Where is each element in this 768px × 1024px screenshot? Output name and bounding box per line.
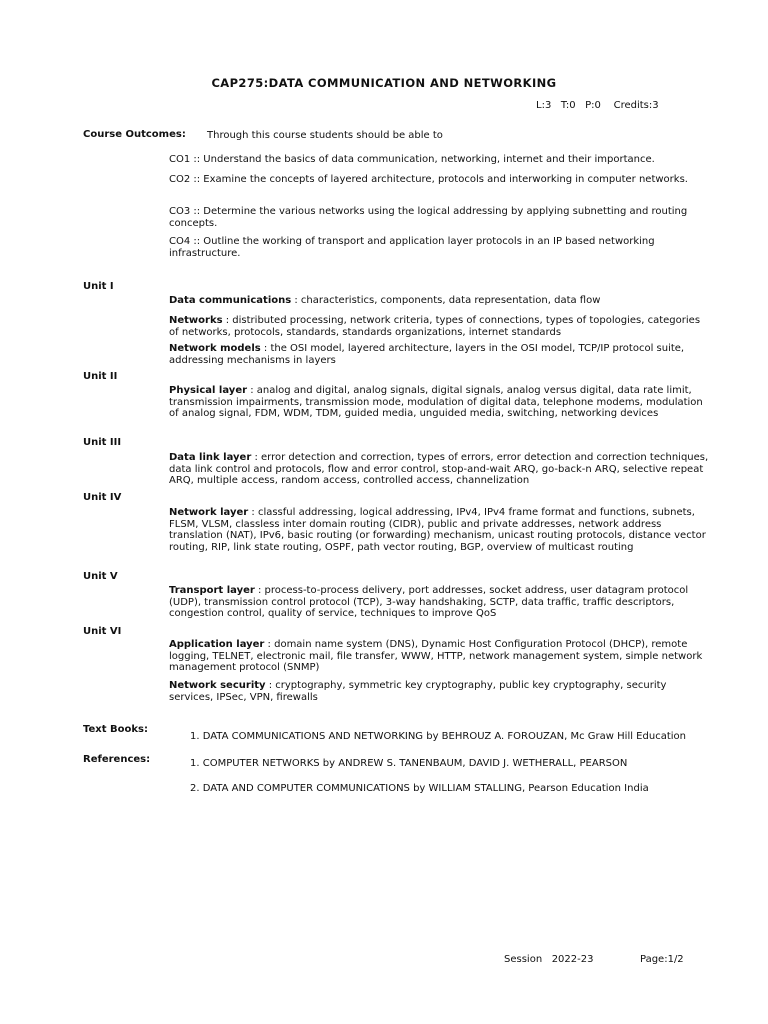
unit-label: Unit II	[83, 371, 118, 382]
page-number: Page:1/2	[640, 954, 684, 965]
topic-body: : classful addressing, logical addressing, IPv4, IPv4 frame format and functions, subnets, FLSM, VLSM, classless inter domain routing (CIDR), public and private addresses, network address translation (NAT), IPv6, basic routing (or forwarding) mechanism, unicast routing protocols, distance vector routing, RIP, link state routing, OSPF, path vector routing, BGP, overview of multicast routing	[169, 507, 706, 553]
reference-item: 1. COMPUTER NETWORKS by ANDREW S. TANENBAUM, DAVID J. WETHERALL, PEARSON	[190, 758, 628, 769]
course-outcome-item: CO2 :: Examine the concepts of layered architecture, protocols and interworking in computer networks.	[169, 174, 688, 185]
topic-heading: Data link layer	[169, 452, 252, 463]
unit-topic	[169, 452, 709, 487]
unit-label: Unit I	[83, 281, 114, 292]
unit-topic	[169, 507, 709, 553]
topic-heading: Application layer	[169, 639, 265, 650]
course-outcome-item: CO1 :: Understand the basics of data communication, networking, internet and their importance.	[169, 154, 655, 165]
unit-topic	[169, 343, 709, 366]
topic-body: : distributed processing, network criteria, types of connections, types of topologies, categories of networks, protocols, standards, standards organizations, internet standards	[169, 315, 701, 338]
session-label: Session 2022-23	[504, 954, 594, 965]
topic-heading: Physical layer	[169, 385, 248, 396]
unit-topic	[169, 315, 709, 338]
credits-line: L:3 T:0 P:0 Credits:3	[536, 100, 659, 111]
topic-heading: Networks	[169, 315, 223, 326]
course-outcome-item: CO3 :: Determine the various networks using the logical addressing by applying subnetting and routing concepts.	[169, 206, 688, 229]
topic-body: : cryptography, symmetric key cryptography, public key cryptography, security services, IPSec, VPN, firewalls	[169, 680, 667, 703]
topic-body: : characteristics, components, data representation, data flow	[291, 295, 601, 306]
course-outcomes-intro: Through this course students should be able to	[207, 130, 443, 141]
unit-topic	[169, 385, 709, 420]
references-label: References:	[83, 754, 151, 765]
unit-topic	[169, 639, 709, 674]
topic-heading: Network security	[169, 680, 266, 691]
topic-heading: Transport layer	[169, 585, 255, 596]
unit-label: Unit VI	[83, 626, 122, 637]
topic-heading: Network models	[169, 343, 261, 354]
unit-label: Unit IV	[83, 492, 122, 503]
topic-body: : process-to-process delivery, port addresses, socket address, user datagram protocol (UDP), transmission control protocol (TCP), 3-way handshaking, SCTP, data traffic, traffic descriptors, congestion control, quality of service, techniques to improve QoS	[169, 585, 689, 619]
reference-item: 2. DATA AND COMPUTER COMMUNICATIONS by WILLIAM STALLING, Pearson Education India	[190, 783, 649, 794]
text-book-item: 1. DATA COMMUNICATIONS AND NETWORKING by BEHROUZ A. FOROUZAN, Mc Graw Hill Education	[190, 731, 686, 742]
topic-heading: Network layer	[169, 507, 249, 518]
unit-label: Unit III	[83, 437, 122, 448]
unit-topic	[169, 295, 709, 307]
text-books-label: Text Books:	[83, 724, 148, 735]
course-outcome-item: CO4 :: Outline the working of transport and application layer protocols in an IP based networking infrastructure.	[169, 236, 655, 259]
page-title: CAP275:DATA COMMUNICATION AND NETWORKING	[211, 76, 557, 90]
topic-body: : analog and digital, analog signals, digital signals, analog versus digital, data rate limit, transmission impairments, transmission mode, modulation of digital data, telephone modems, modulation of analog signal, FDM, WDM, TDM, guided media, unguided media, switching, networking devices	[169, 385, 703, 419]
unit-label: Unit V	[83, 571, 118, 582]
topic-body: : error detection and correction, types of errors, error detection and correction techniques, data link control and protocols, flow and error control, stop-and-wait ARQ, go-back-n ARQ, selective repeat ARQ, multiple access, random access, controlled access, channelization	[169, 452, 709, 486]
topic-body: : the OSI model, layered architecture, layers in the OSI model, TCP/IP protocol suite, addressing mechanisms in layers	[169, 343, 685, 366]
unit-topic	[169, 680, 709, 703]
course-outcomes-label: Course Outcomes:	[83, 129, 186, 140]
unit-topic	[169, 585, 709, 620]
topic-body: : domain name system (DNS), Dynamic Host Configuration Protocol (DHCP), remote logging, TELNET, electronic mail, file transfer, WWW, HTTP, network management system, simple network management protocol (SNMP)	[169, 639, 703, 673]
topic-heading: Data communications	[169, 295, 292, 306]
